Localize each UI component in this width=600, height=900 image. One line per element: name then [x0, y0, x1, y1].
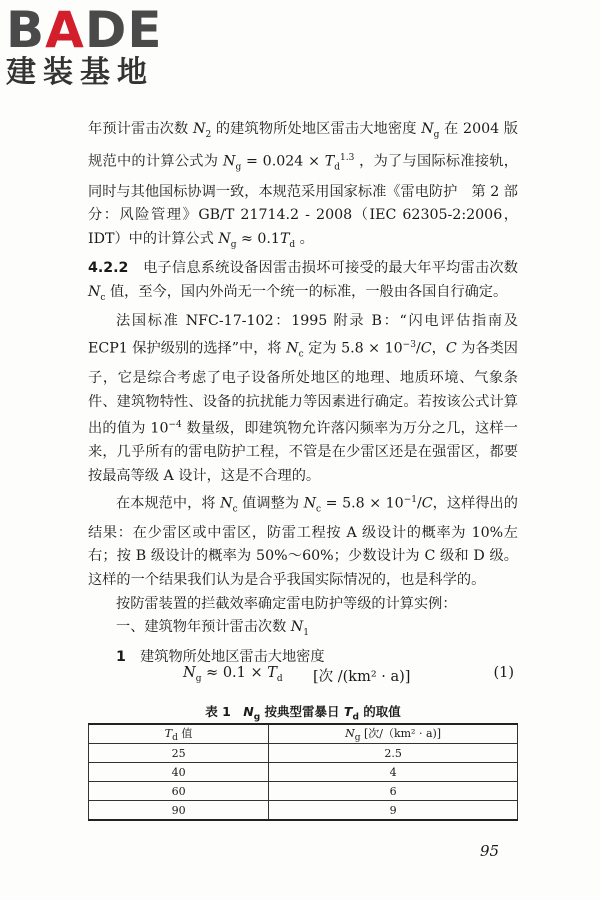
cell-ng: 2.5 — [269, 744, 518, 763]
cell-td: 25 — [89, 744, 269, 763]
logo-subtitle: 建装基地 — [6, 55, 154, 90]
table-title: 表 1 $N_g$ 按典型雷暴日 $T_d$ 的取值 — [205, 704, 401, 723]
formula-expression: $N_g \approx 0.1 \times T_d$ — [183, 665, 283, 684]
table-row — [89, 744, 518, 763]
logo-wordmark — [6, 1, 186, 59]
table-header-row — [89, 724, 518, 744]
header-td: $T_d$ 值 — [89, 724, 269, 744]
section-4-2-2: 4.2.2 电子信息系统设备因雷击损坏可接受的最大年平均雷击次数 $N_c$ 值，至今，国内外尚无一个统一的标准，一般由各国自行确定。 — [88, 260, 518, 303]
formula-unit: [次 /(km² · a)] — [313, 669, 411, 685]
table-row — [89, 763, 518, 782]
cell-ng: 4 — [269, 763, 518, 782]
cell-ng: 6 — [269, 782, 518, 801]
brand-logo — [6, 1, 186, 90]
logo-letter-b: B — [6, 1, 46, 59]
paragraph-french-standard: 法国标准 NFC-17-102：1995 附录 B：“闪电评估指南及 ECP1 保护级别的选择”中，将 $N_c$ 定为 $5.8 \times 10^{-3}/C$，C 为各类因子，它是综合考虑了电子设备所处地区的地理、地质环境、气象条件、建筑物特性、设备的抗扰能力等因素进行确定。若按该公式计算出的值为 $10^{-4}$ 数量级，即建筑物允许落闪频率为万分之几，这样一来，几乎所有的雷电防护工程，不管是在少雷区还是在强雷区，都要按最高等级 A 设计，这是不合理的。 — [88, 313, 518, 485]
paragraph-this-standard: 在本规范中，将 $N_c$ 值调整为 $N_c = 5.8 \times 10^{-1}/C$，这样得出的结果：在少雷区或中雷区，防雷工程按 A 级设计的概率为 10%左右；按 B 级设计的概率为 50%～60%；少数设计为 C 级和 D 级。这样的一个结果我们认为是合乎我国实际情况的，也是科学的。 — [88, 494, 518, 588]
cell-td: 60 — [89, 782, 269, 801]
logo-letters-de: DE — [84, 1, 163, 59]
logo-letter-a: A — [45, 1, 85, 59]
section-number: 4.2.2 — [88, 260, 129, 277]
data-table — [88, 723, 518, 821]
cell-td: 40 — [89, 763, 269, 782]
formula-number: (1) — [493, 665, 514, 681]
cell-td: 90 — [89, 801, 269, 821]
paragraph-example-intro: 按防雷装置的拦截效率确定雷电防护等级的计算实例： — [116, 595, 457, 612]
table-row — [89, 801, 518, 821]
heading-annual-strikes: 一、建筑物年预计雷击次数 $N_1$ — [116, 619, 309, 639]
table-row — [89, 782, 518, 801]
body-text — [88, 118, 518, 669]
header-ng: $N_g$ [次/（km² · a)] — [269, 724, 518, 744]
cell-ng: 9 — [269, 801, 518, 821]
page-number: 95 — [480, 842, 500, 860]
paragraph-1: 年预计雷击次数 $N_2$ 的建筑物所处地区雷击大地密度 $N_g$ 在 2004 版规范中的计算公式为 $N_g = 0.024 \times T_d^{1.3}$ ，为了与国际标准接轨，同时与其他国标协调一致，本规范采用国家标准《雷电防护 第 2 部分：风险管理》GB/T 21714.2 - 2008（IEC 62305-2:2006，IDT）中的计算公式 $N_g \approx 0.1T_d$ 。 — [88, 121, 518, 250]
heading-ground-density: 1 建筑物所处地区雷击大地密度 — [116, 648, 325, 665]
formula-1 — [88, 665, 518, 691]
